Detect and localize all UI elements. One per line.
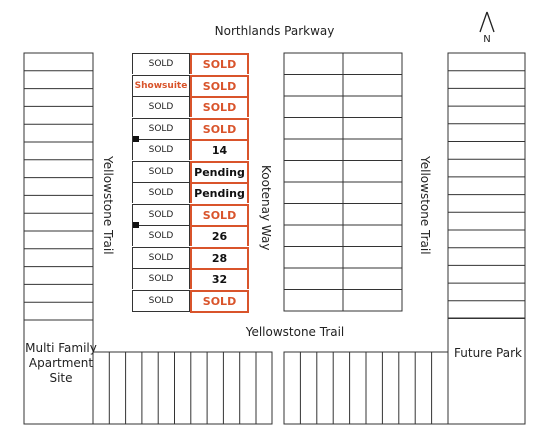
lot-status-left: SOLD: [132, 204, 190, 225]
lot-status-left: SOLD: [132, 182, 190, 203]
north-arrow-icon: [476, 10, 498, 36]
lot-status-right: SOLD: [190, 53, 249, 74]
lot-status-right: SOLD: [190, 290, 249, 311]
lot-status-right: SOLD: [190, 118, 249, 139]
lot-status-right: Pending: [190, 161, 249, 182]
lot-status-right: SOLD: [190, 96, 249, 117]
lot-status-left: SOLD: [132, 96, 190, 117]
block-east: [448, 53, 525, 318]
lot-marker: [133, 136, 139, 142]
road-label-yellowstone-trail-east: Yellowstone Trail: [418, 155, 432, 255]
lot-status-right: 26: [190, 225, 249, 246]
lot-status-left: SOLD: [132, 247, 190, 268]
lot-status-left: SOLD: [132, 268, 190, 289]
lot-status-left: SOLD: [132, 53, 190, 74]
road-label-yellowstone-trail-west: Yellowstone Trail: [101, 155, 115, 255]
future-park: [448, 318, 525, 424]
road-label-northlands-parkway: Northlands Parkway: [214, 24, 335, 38]
lot-status-right: SOLD: [190, 75, 249, 96]
lot-status-left: Showsuite: [132, 75, 190, 96]
lot-status-right: 14: [190, 139, 249, 160]
lot-status-right: 32: [190, 268, 249, 289]
block-south-west: [93, 352, 272, 424]
lot-status-left: SOLD: [132, 290, 190, 311]
lot-status-right: Pending: [190, 182, 249, 203]
lot-status-right: SOLD: [190, 204, 249, 225]
lot-marker: [133, 222, 139, 228]
multi-family-site-label: Multi Family Apartment Site: [25, 341, 97, 385]
north-label: N: [483, 34, 491, 45]
future-park-label: Future Park: [454, 346, 522, 360]
lot-stack-bottom-sold: [190, 311, 249, 313]
lot-status-left: SOLD: [132, 225, 190, 246]
lot-status-left: SOLD: [132, 139, 190, 160]
lot-stack-bottom: [132, 311, 190, 312]
road-label-kootenay-way: Kootenay Way: [259, 164, 273, 251]
block-west: [24, 53, 93, 320]
lot-status-right: 28: [190, 247, 249, 268]
lot-status-left: SOLD: [132, 118, 190, 139]
lot-status-left: SOLD: [132, 161, 190, 182]
road-label-yellowstone-trail-south: Yellowstone Trail: [245, 325, 345, 339]
